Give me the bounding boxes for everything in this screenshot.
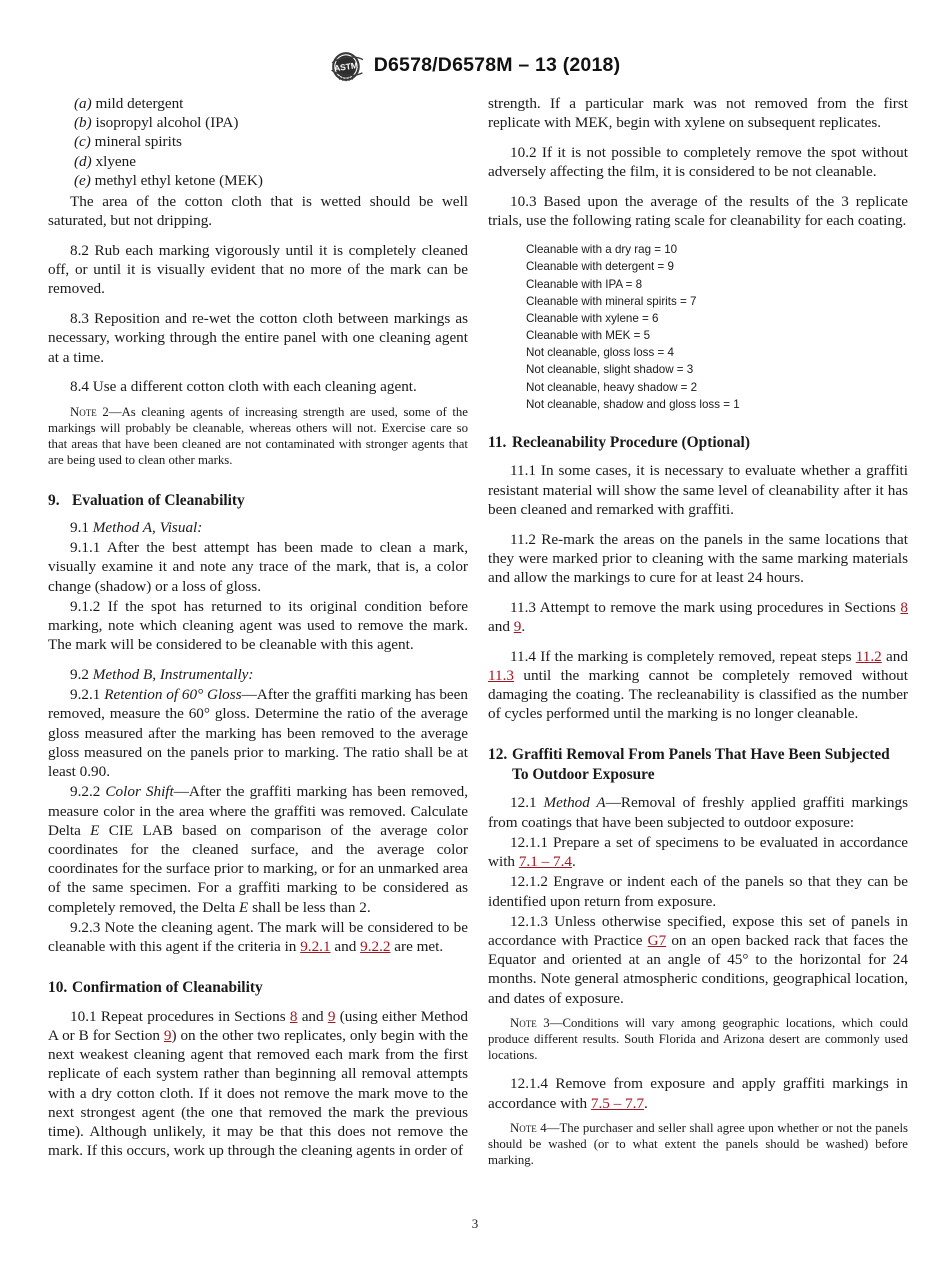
list-item bbox=[48, 113, 468, 132]
paragraph-9-2 bbox=[48, 665, 468, 684]
cross-reference-section-9b[interactable]: 9 bbox=[163, 1027, 172, 1044]
paragraph-11-4-body-a: 11.4 If the marking is completely removed, repeat steps bbox=[510, 647, 856, 665]
section-12-title: Graffiti Removal From Panels That Have Been Subjected To Outdoor Exposure bbox=[512, 746, 890, 783]
paragraph-9-2-3-body-c: are met. bbox=[390, 938, 444, 956]
paragraph-11-1: 11.1 In some cases, it is necessary to evaluate whether a graffiti resistant material will show the same level of cleanability after it has been cleaned and remarked with graffiti. bbox=[488, 462, 908, 518]
rating-scale-item: Cleanable with xylene = 6 bbox=[526, 311, 659, 325]
paragraph-9-1-title: Method A, Visual: bbox=[92, 518, 203, 536]
paragraph-9-2-title: Method B, Instrumentally: bbox=[92, 666, 254, 684]
paragraph-9-1 bbox=[48, 518, 468, 537]
paragraph-11-4-body-c: until the marking cannot be completely removed without damaging the coating. The recleanability is classified as the number of cycles performed until the marking is no longer cleanable. bbox=[488, 666, 908, 723]
section-9-title: Evaluation of Cleanability bbox=[72, 491, 245, 509]
cross-reference-section-8[interactable]: 8 bbox=[289, 1007, 298, 1025]
cross-reference-7-5-7-7[interactable]: 7.5 – 7.7 bbox=[590, 1094, 645, 1112]
rating-scale-item: Cleanable with MEK = 5 bbox=[526, 329, 651, 343]
section-9-number: 9. bbox=[48, 491, 60, 509]
paragraph-12-1-2: 12.1.2 Engrave or indent each of the panels so that they can be identified upon return from exposure. bbox=[488, 873, 908, 910]
list-item-text: mineral spirits bbox=[94, 133, 182, 151]
cross-reference-practice-g7[interactable]: G7 bbox=[647, 931, 667, 949]
list-item-label: (a) bbox=[74, 95, 92, 112]
paragraph-12-1-4-body-b: . bbox=[644, 1094, 648, 1112]
paragraph-9-2-number: 9.2 bbox=[70, 666, 89, 684]
paragraph-9-2-2-body-b: CIE LAB based on comparison of the average color coordinates for the cleaned surface, and the average color coordinates for the surface prior to marking, or for an unmarked area of the same specimen. For a graffiti marking to be considered as completely removed, the Delta bbox=[48, 821, 468, 916]
paragraph-8-4: 8.4 Use a different cotton cloth with each cleaning agent. bbox=[70, 378, 417, 396]
paragraph-11-3-body-b: and bbox=[488, 617, 514, 635]
section-heading-10 bbox=[48, 978, 468, 997]
paragraph-12-1-1-body-a: 12.1.1 Prepare a set of specimens to be evaluated in accordance with bbox=[488, 833, 908, 871]
list-item bbox=[48, 171, 468, 190]
cross-reference-section-9[interactable]: 9 bbox=[327, 1007, 336, 1025]
paragraph-11-4 bbox=[488, 647, 908, 724]
note-4-text: The purchaser and seller shall agree upon whether or not the panels should be washed (or to what extent the panels should be washed) before marking. bbox=[488, 1120, 908, 1167]
rating-scale-item: Cleanable with mineral spirits = 7 bbox=[526, 294, 697, 308]
paragraph-12-1-title: Method A bbox=[543, 794, 606, 812]
paragraph-12-1-body: —Removal of freshly applied graffiti markings from coatings that have been subjected to outdoor exposure: bbox=[488, 794, 908, 831]
page-header bbox=[0, 50, 950, 81]
list-item-label: (b) bbox=[74, 114, 92, 132]
paragraph-9-2-1-number: 9.2.1 bbox=[70, 686, 101, 704]
right-column bbox=[488, 94, 908, 1169]
rating-scale-item: Cleanable with detergent = 9 bbox=[526, 260, 674, 274]
paragraph-11-3 bbox=[488, 598, 908, 636]
list-item-text: isopropyl alcohol (IPA) bbox=[95, 114, 239, 132]
paragraph-12-1-1 bbox=[488, 833, 908, 871]
paragraph-9-2-1 bbox=[48, 685, 468, 781]
delta-e-symbol-1: E bbox=[90, 821, 100, 839]
note-3-label: Note 3— bbox=[510, 1015, 563, 1030]
paragraph-9-2-2 bbox=[48, 782, 468, 917]
astm-logo-icon bbox=[330, 51, 364, 82]
paragraph-10-1-body-d: ) on the other two replicates, only begin with the next weakest cleaning agent that removed each mark from the first replicate of each system rather than beginning all removal attempts with a dry cotton cloth. If it does not remove the mark move to the next strongest agent (the one that removed the mark the previous time). Although unlikely, it may be that this does not remove the mark. If this occurs, work up through the cleaning agents in order of bbox=[48, 1027, 468, 1160]
paragraph-12-1-3-body-b: on an open backed rack that faces the Equator and oriented at an angle of 45° to the horizontal for 24 months. Note general atmospheric conditions, geographical location, and dates of exposure. bbox=[488, 931, 909, 1007]
cross-reference-9-2-1[interactable]: 9.2.1 bbox=[300, 938, 331, 956]
paragraph-12-1-4 bbox=[488, 1074, 908, 1112]
paragraph-11-3-body-a: 11.3 Attempt to remove the mark using procedures in Sections bbox=[510, 598, 901, 616]
note-2-label: Note 2— bbox=[70, 404, 122, 419]
paragraph-9-2-3 bbox=[48, 918, 468, 956]
paragraph-9-2-2-body-a: —After the graffiti marking has been removed, measure color in the area where the graffiti was removed. Calculate Delta bbox=[48, 783, 469, 839]
cross-reference-11-2[interactable]: 11.2 bbox=[855, 647, 882, 665]
list-item-text: xlyene bbox=[95, 152, 136, 170]
cross-reference-7-1-7-4[interactable]: 7.1 – 7.4 bbox=[518, 853, 572, 871]
list-item-label: (d) bbox=[74, 152, 92, 170]
note-3 bbox=[488, 1016, 908, 1064]
paragraph-9-2-3-body-a: 9.2.3 Note the cleaning agent. The mark will be considered to be cleanable with this agent if the criteria in bbox=[48, 918, 468, 956]
list-item-text: methyl ethyl ketone (MEK) bbox=[94, 171, 263, 189]
paragraph-9-2-2-number: 9.2.2 bbox=[70, 783, 101, 801]
list-item bbox=[48, 94, 468, 113]
note-4 bbox=[488, 1121, 908, 1169]
paragraph-11-2: 11.2 Re-mark the areas on the panels in the same locations that they were marked prior to cleaning with the same marking materials and allow the markings to cure for at least 24 hours. bbox=[488, 530, 908, 586]
paragraph-9-1-number: 9.1 bbox=[70, 518, 89, 536]
rating-scale-item: Not cleanable, gloss loss = 4 bbox=[526, 346, 674, 360]
standard-designation: D6578/D6578M – 13 (2018) bbox=[373, 54, 621, 76]
rating-scale-item: Cleanable with a dry rag = 10 bbox=[526, 243, 678, 257]
note-4-label: Note 4— bbox=[510, 1120, 560, 1135]
section-heading-11 bbox=[488, 433, 908, 452]
paragraph-9-1-2: 9.1.2 If the spot has returned to its original condition before marking, note which cleaning agent was used to remove the mark. The mark will be considered to be cleanable with this agent. bbox=[48, 597, 468, 654]
section-heading-12 bbox=[488, 745, 908, 784]
paragraph-9-2-1-body: —After the graffiti marking has been removed, measure the 60° gloss. Determine the ratio of the average gloss measured after the marking has been removed to the average gloss measured on the panels prior to marking. The ratio shall be at least 0.90. bbox=[48, 686, 468, 781]
list-item-text: mild detergent bbox=[95, 95, 184, 112]
paragraph-11-3-body-c: . bbox=[521, 617, 526, 635]
paragraph-continuation: strength. If a particular mark was not removed from the first replicate with MEK, begin with xylene on subsequent replicates. bbox=[488, 95, 908, 132]
paragraph-12-1-1-body-b: . bbox=[571, 853, 576, 871]
paragraph-saturated: The area of the cotton cloth that is wetted should be well saturated, but not dripping. bbox=[48, 193, 468, 230]
section-10-title: Confirmation of Cleanability bbox=[72, 979, 263, 997]
rating-scale-list bbox=[526, 241, 908, 413]
rating-scale-item: Not cleanable, shadow and gloss loss = 1 bbox=[526, 397, 740, 411]
section-10-number: 10. bbox=[48, 979, 68, 997]
paragraph-10-3: 10.3 Based upon the average of the results of the 3 replicate trials, use the following rating scale for cleanability for each coating. bbox=[488, 192, 908, 230]
paragraph-12-1-4-body-a: 12.1.4 Remove from exposure and apply graffiti markings in accordance with bbox=[488, 1075, 908, 1112]
paragraph-10-1-body-a: 10.1 Repeat procedures in Sections bbox=[70, 1007, 290, 1025]
cross-reference-9-2-2[interactable]: 9.2.2 bbox=[360, 938, 391, 956]
list-item-label: (e) bbox=[74, 171, 91, 189]
section-12-number: 12. bbox=[488, 746, 508, 764]
paragraph-10-1-body-b: and bbox=[297, 1007, 328, 1025]
section-11-number: 11. bbox=[488, 433, 507, 451]
cross-reference-section-8[interactable]: 8 bbox=[900, 598, 908, 616]
list-item bbox=[48, 132, 468, 151]
note-2 bbox=[48, 405, 468, 469]
list-item bbox=[48, 152, 468, 171]
paragraph-9-2-3-body-b: and bbox=[330, 938, 361, 956]
paragraph-12-1-3-body-a: 12.1.3 Unless otherwise specified, expose this set of panels in accordance with Practice bbox=[488, 912, 908, 949]
paragraph-12-1-number: 12.1 bbox=[510, 794, 537, 812]
page-number: 3 bbox=[471, 1216, 479, 1231]
paragraph-12-1-3 bbox=[488, 912, 908, 1008]
section-11-title: Recleanability Procedure (Optional) bbox=[512, 433, 750, 451]
paragraph-9-2-2-body-c: shall be less than 2. bbox=[248, 898, 371, 916]
rating-scale-item: Not cleanable, heavy shadow = 2 bbox=[526, 380, 698, 394]
paragraph-9-2-1-title: Retention of 60° Gloss bbox=[104, 686, 242, 704]
cross-reference-11-3[interactable]: 11.3 bbox=[488, 666, 515, 684]
paragraph-10-1 bbox=[48, 1007, 468, 1161]
left-column bbox=[48, 94, 468, 1161]
note-2-text: As cleaning agents of increasing strength are used, some of the markings will probably be cleanable, whereas others will not. Exercise care so that areas that have been cleaned are not contaminated with stronger agents that are being used to clean other marks. bbox=[48, 404, 468, 467]
paragraph-11-4-body-b: and bbox=[881, 647, 908, 665]
rating-scale-item: Not cleanable, slight shadow = 3 bbox=[526, 363, 694, 377]
paragraph-8-2: 8.2 Rub each marking vigorously until it is completely cleaned off, or until it is visually evident that no more of the mark can be removed. bbox=[48, 242, 468, 298]
paragraph-10-1-body-c: (using either Method A or B for Section bbox=[48, 1007, 468, 1044]
paragraph-9-2-2-title: Color Shift bbox=[105, 783, 174, 801]
paragraph-8-3: 8.3 Reposition and re-wet the cotton cloth between markings as necessary, working through the entire panel with one cleaning agent at a time. bbox=[48, 310, 468, 366]
cross-reference-section-9[interactable]: 9 bbox=[513, 617, 522, 635]
section-heading-9 bbox=[48, 491, 468, 510]
paragraph-9-1-1: 9.1.1 After the best attempt has been made to clean a mark, visually examine it and note any trace of the mark, that is, a color change (shadow) or a loss of gloss. bbox=[48, 539, 468, 595]
list-item-label: (c) bbox=[74, 133, 91, 151]
paragraph-10-2: 10.2 If it is not possible to completely remove the spot without adversely affecting the film, it is considered to be not cleanable. bbox=[488, 143, 908, 181]
rating-scale-item: Cleanable with IPA = 8 bbox=[526, 277, 643, 291]
delta-e-symbol-2: E bbox=[239, 898, 249, 916]
paragraph-12-1 bbox=[488, 793, 908, 831]
note-3-text: Conditions will vary among geographic locations, which could produce different results. South Florida and Arizona desert are commonly used locations. bbox=[488, 1015, 908, 1062]
svg-text:ASTM: ASTM bbox=[333, 60, 359, 74]
